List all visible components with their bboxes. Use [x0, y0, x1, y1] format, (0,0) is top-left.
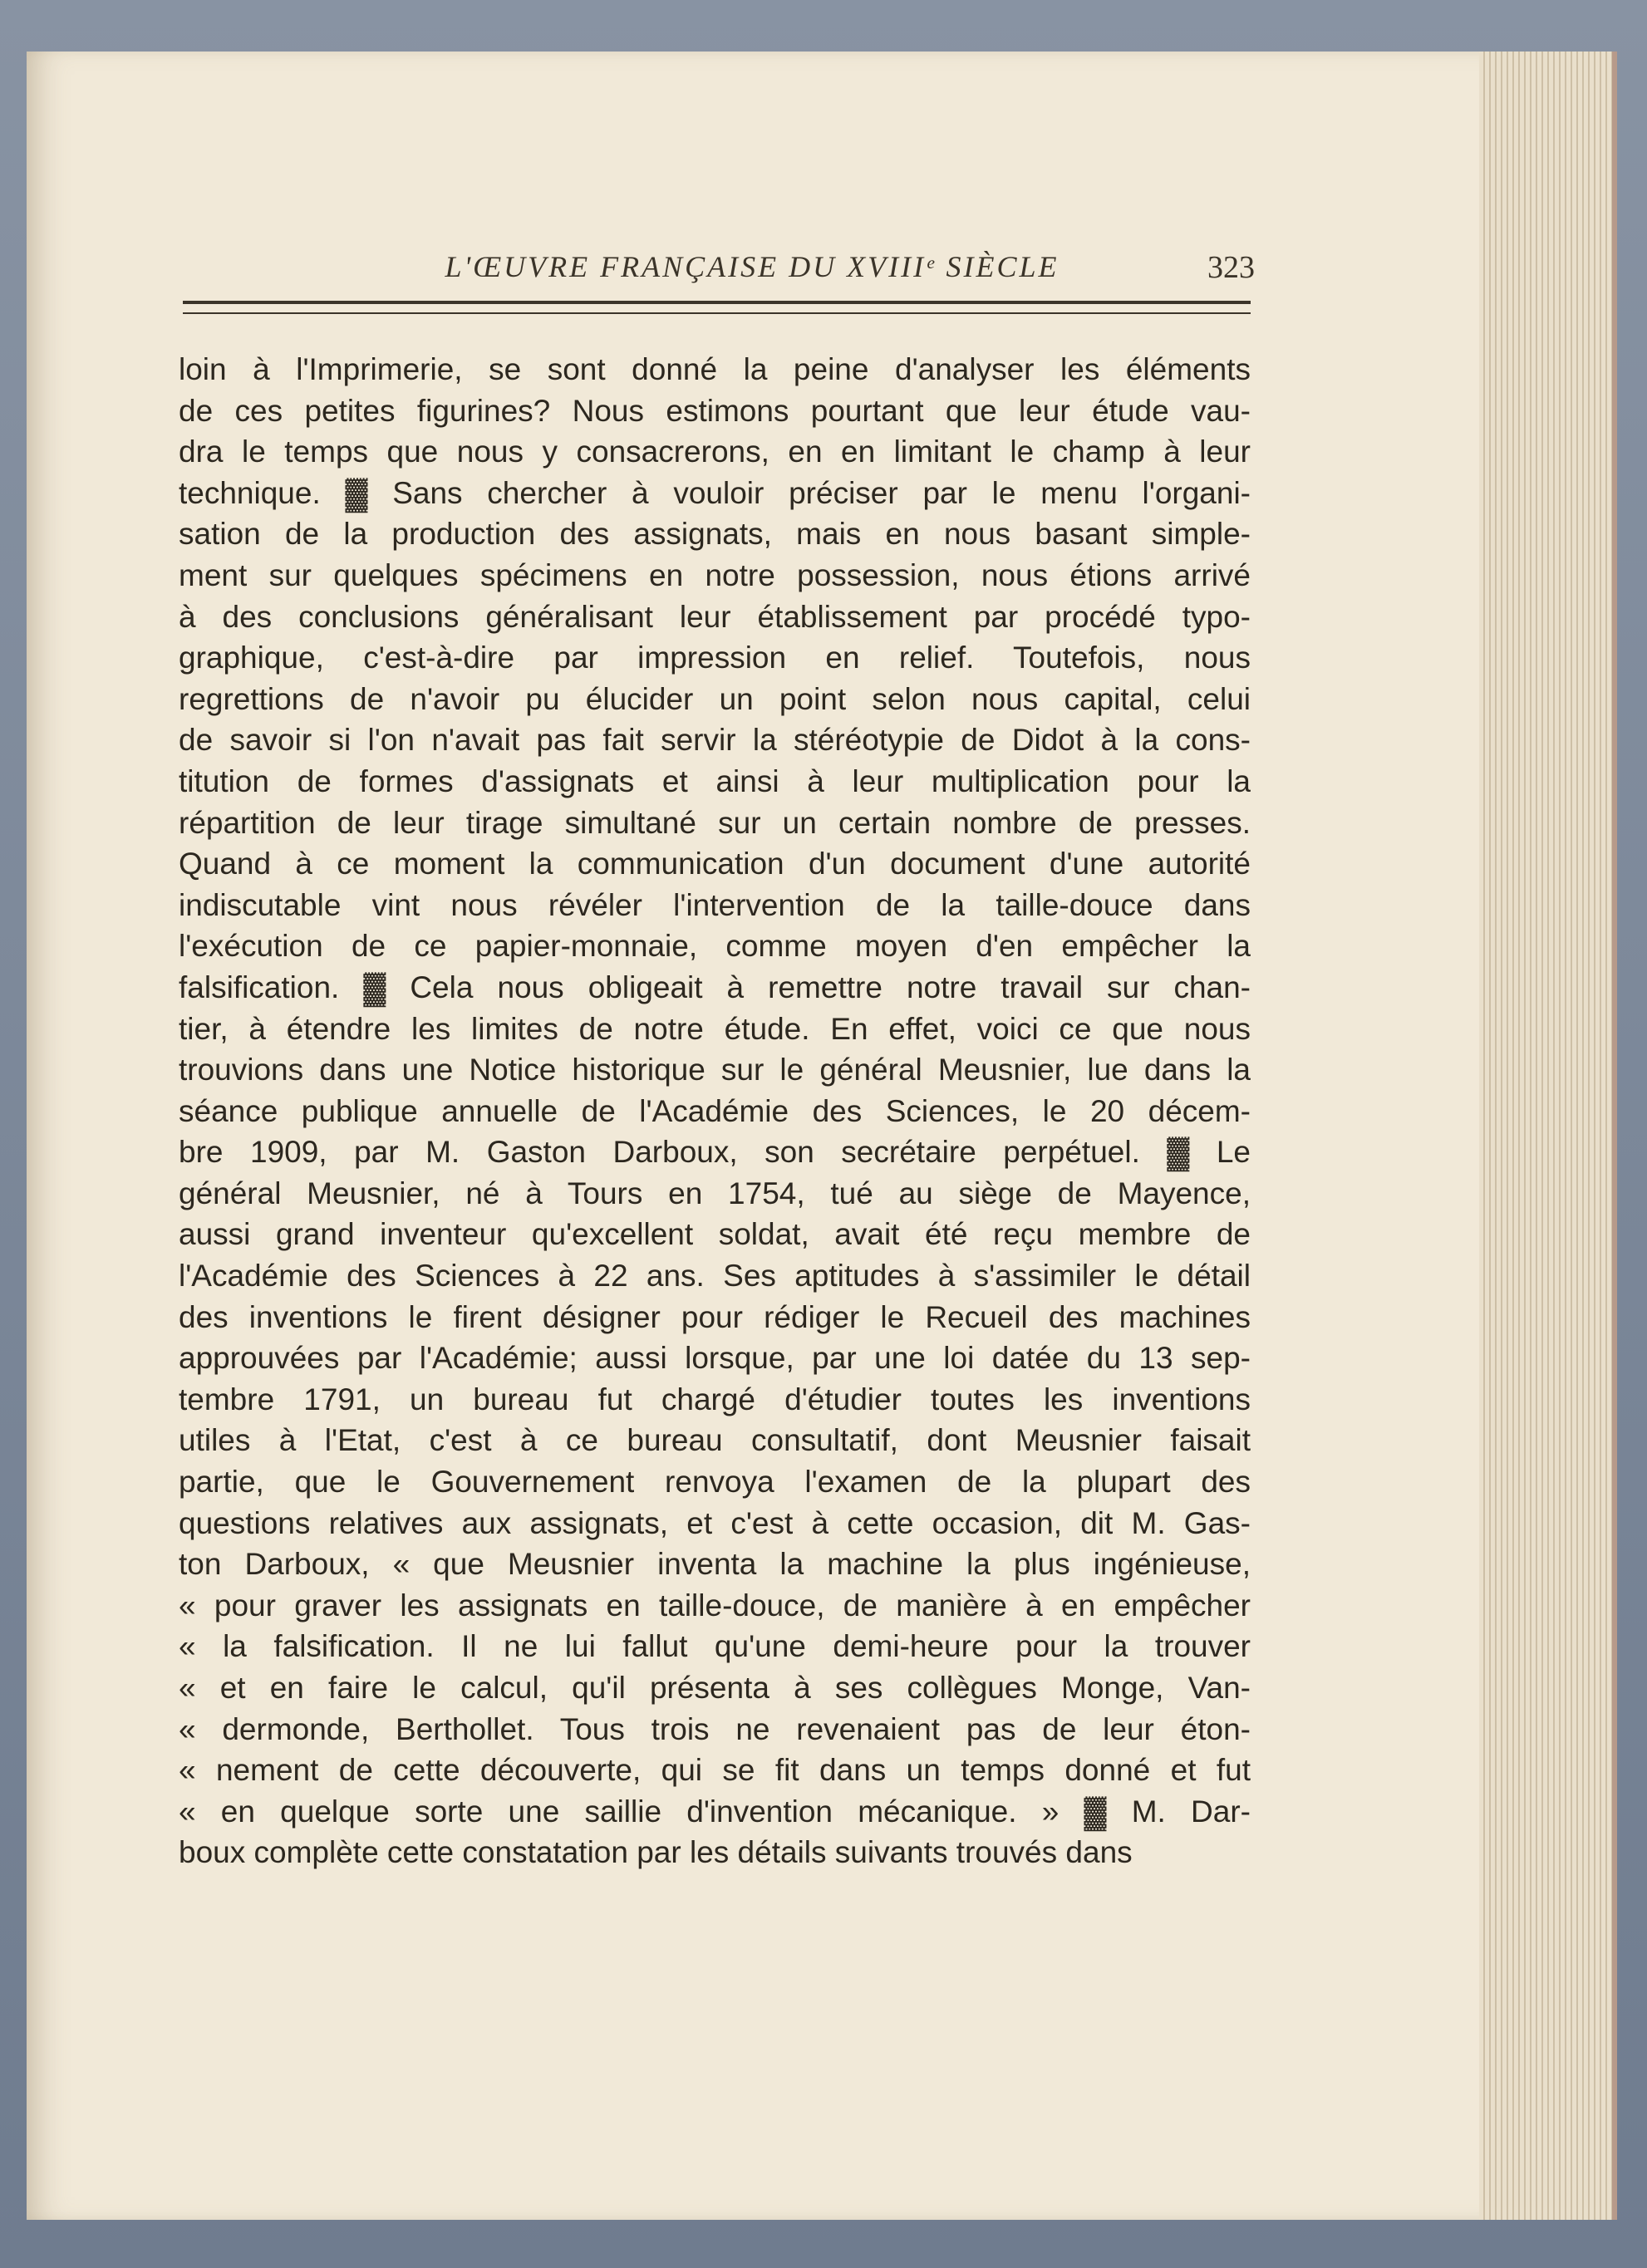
text-line: approuvées par l'Académie; aussi lorsque, par une loi datée du 13 sep-	[179, 1341, 1251, 1376]
text-line: « en quelque sorte une saillie d'invention mécanique. » ▓ M. Dar-	[179, 1794, 1251, 1829]
header-rule-thin	[183, 312, 1251, 314]
text-line: questions relatives aux assignats, et c'est à cette occasion, dit M. Gas-	[179, 1505, 1251, 1540]
text-line: séance publique annuelle de l'Académie des Sciences, le 20 décem-	[179, 1093, 1251, 1128]
text-line: titution de formes d'assignats et ainsi à leur multiplication pour la	[179, 763, 1251, 798]
text-line: loin à l'Imprimerie, se sont donné la peine d'analyser les éléments	[179, 352, 1251, 386]
page-number: 323	[1207, 250, 1255, 285]
text-line: bre 1909, par M. Gaston Darboux, son secrétaire perpétuel. ▓ Le	[179, 1135, 1251, 1170]
text-line: « dermonde, Berthollet. Tous trois ne revenaient pas de leur éton-	[179, 1711, 1251, 1746]
text-line: de ces petites figurines? Nous estimons pourtant que leur étude vau-	[179, 393, 1251, 428]
text-line: boux complète cette constatation par les détails suivants trouvés dans	[179, 1835, 1133, 1870]
text-line: « nement de cette découverte, qui se fit dans un temps donné et fut	[179, 1753, 1251, 1788]
text-line: à des conclusions généralisant leur établissement par procédé typo-	[179, 599, 1251, 634]
running-head	[183, 249, 1255, 299]
text-line: général Meusnier, né à Tours en 1754, tué au siège de Mayence,	[179, 1176, 1251, 1210]
text-line: Quand à ce moment la communication d'un document d'une autorité	[179, 847, 1251, 881]
text-line: tier, à étendre les limites de notre étude. En effet, voici ce que nous	[179, 1011, 1251, 1046]
text-line: « la falsification. Il ne lui fallut qu'une demi-heure pour la trouver	[179, 1629, 1251, 1664]
text-line: l'exécution de ce papier-monnaie, comme moyen d'en empêcher la	[179, 929, 1251, 964]
text-line: sation de la production des assignats, mais en nous basant simple-	[179, 517, 1251, 552]
page-block-edges	[1479, 52, 1617, 2220]
text-line: de savoir si l'on n'avait pas fait servir la stéréotypie de Didot à la cons-	[179, 723, 1251, 758]
text-line: trouvions dans une Notice historique sur le général Meusnier, lue dans la	[179, 1053, 1251, 1087]
text-line: utiles à l'Etat, c'est à ce bureau consultatif, dont Meusnier faisait	[179, 1423, 1251, 1458]
text-line: falsification. ▓ Cela nous obligeait à remettre notre travail sur chan-	[179, 970, 1251, 1004]
text-line: dra le temps que nous y consacrerons, en en limitant le champ à leur	[179, 434, 1251, 469]
text-line: aussi grand inventeur qu'excellent soldat, avait été reçu membre de	[179, 1217, 1251, 1252]
text-line: « et en faire le calcul, qu'il présenta à ses collègues Monge, Van-	[179, 1671, 1251, 1705]
text-line: « pour graver les assignats en taille-douce, de manière à en empêcher	[179, 1588, 1251, 1622]
text-line: partie, que le Gouvernement renvoya l'examen de la plupart des	[179, 1465, 1251, 1500]
text-line: l'Académie des Sciences à 22 ans. Ses aptitudes à s'assimiler le détail	[179, 1259, 1251, 1294]
running-title: L'ŒUVRE FRANÇAISE DU XVIIIᵉ SIÈCLE	[445, 250, 1059, 283]
text-line: graphique, c'est-à-dire par impression en relief. Toutefois, nous	[179, 641, 1251, 675]
text-line: répartition de leur tirage simultané sur un certain nombre de presses.	[179, 805, 1251, 840]
text-line: ton Darboux, « que Meusnier inventa la machine la plus ingénieuse,	[179, 1547, 1251, 1582]
text-line: tembre 1791, un bureau fut chargé d'étudier toutes les inventions	[179, 1382, 1251, 1416]
header-rule-thick	[183, 301, 1251, 304]
text-line: technique. ▓ Sans chercher à vouloir préciser par le menu l'organi-	[179, 475, 1251, 510]
text-line: indiscutable vint nous révéler l'intervention de la taille-douce dans	[179, 887, 1251, 922]
text-line: regrettions de n'avoir pu élucider un point selon nous capital, celui	[179, 681, 1251, 716]
text-line: ment sur quelques spécimens en notre possession, nous étions arrivé	[179, 557, 1251, 592]
text-line: des inventions le firent désigner pour rédiger le Recueil des machines	[179, 1299, 1251, 1334]
body-text	[179, 349, 1251, 1873]
